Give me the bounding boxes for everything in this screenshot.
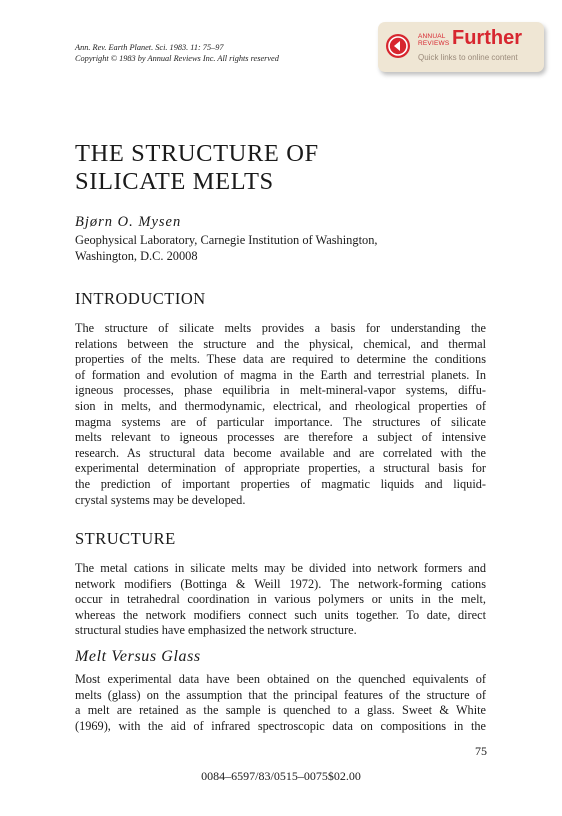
structure-paragraph — [75, 561, 486, 639]
text-line: melts (glass) on the assumption that the principal features of the structure of — [75, 687, 486, 702]
section-heading-introduction: INTRODUCTION — [75, 289, 206, 308]
introduction-paragraph — [75, 321, 486, 508]
badge-reviews-text: REVIEWS — [418, 40, 450, 47]
text-line: Most experimental data have been obtained on the quenched equivalents of — [75, 672, 486, 686]
affiliation-line: Washington, D.C. 20008 — [75, 249, 198, 263]
text-line: network modifiers (Bottinga & Weill 1972). The network-forming cations — [75, 576, 486, 591]
further-reading-badge[interactable] — [378, 22, 544, 72]
text-line: experimental determination of appropriate properties, a structural basis for — [75, 461, 486, 476]
journal-reference — [75, 42, 279, 64]
text-line: igneous processes, phase equilibria in melt-mineral-vapor systems, diffu- — [75, 383, 486, 398]
text-line: research. As structural data become available and are correlated with the — [75, 445, 486, 460]
title-line: SILICATE MELTS — [75, 168, 274, 195]
journal-citation: Ann. Rev. Earth Planet. Sci. 1983. 11: 75–97 — [75, 43, 224, 52]
text-line: The metal cations in silicate melts may be divided into network formers and — [75, 561, 486, 575]
text-line: structural studies have emphasized the network structure. — [75, 623, 357, 638]
text-line: a melt are retained as the sample is quenched to a glass. Sweet & White — [75, 703, 486, 718]
author-affiliation — [75, 232, 378, 264]
article-title — [75, 140, 319, 196]
badge-further-text: Further — [452, 27, 522, 49]
text-line: (1969), with the aid of infrared spectroscopic data on compositions in the — [75, 718, 486, 733]
text-line: melts relevant to igneous processes are therefore a subject of intensive — [75, 430, 486, 445]
badge-annual-text: ANNUAL — [418, 33, 446, 40]
badge-subtitle: Quick links to online content — [418, 53, 518, 62]
text-line: whereas the network modifiers connect such units together. To date, direct — [75, 607, 486, 622]
article-code: 0084–6597/83/0515–0075$02.00 — [201, 769, 361, 783]
text-line: properties of the melts. These data are required to determine the conditions — [75, 352, 486, 367]
text-line: magma systems are of particular importance. The structures of silicate — [75, 414, 486, 429]
text-line: crystal systems may be developed. — [75, 492, 246, 507]
text-line: sion in melts, and thermodynamic, electrical, and rheological properties of — [75, 398, 486, 413]
text-line: the prediction of important properties of magmatic liquids and liquid- — [75, 476, 486, 491]
title-line: THE STRUCTURE OF — [75, 140, 319, 167]
author-name: Bjørn O. Mysen — [75, 214, 182, 230]
text-line: occur in tetrahedral coordination in various polymers or units in the melt, — [75, 592, 486, 607]
melt-glass-paragraph — [75, 672, 486, 734]
section-heading-structure: STRUCTURE — [75, 529, 176, 548]
play-arrow-icon — [386, 34, 410, 58]
page-number: 75 — [475, 744, 487, 758]
copyright-notice: Copyright © 1983 by Annual Reviews Inc. All rights reserved — [75, 54, 279, 63]
text-line: of formation and evolution of magma in the Earth and terrestrial planets. In — [75, 367, 486, 382]
subsection-heading-melt-versus-glass: Melt Versus Glass — [75, 648, 201, 665]
text-line: The structure of silicate melts provides a basis for understanding the — [75, 321, 486, 335]
affiliation-line: Geophysical Laboratory, Carnegie Institution of Washington, — [75, 233, 378, 247]
text-line: relations between the structure and the physical, chemical, and thermal — [75, 336, 486, 351]
badge-small-text — [418, 33, 449, 47]
